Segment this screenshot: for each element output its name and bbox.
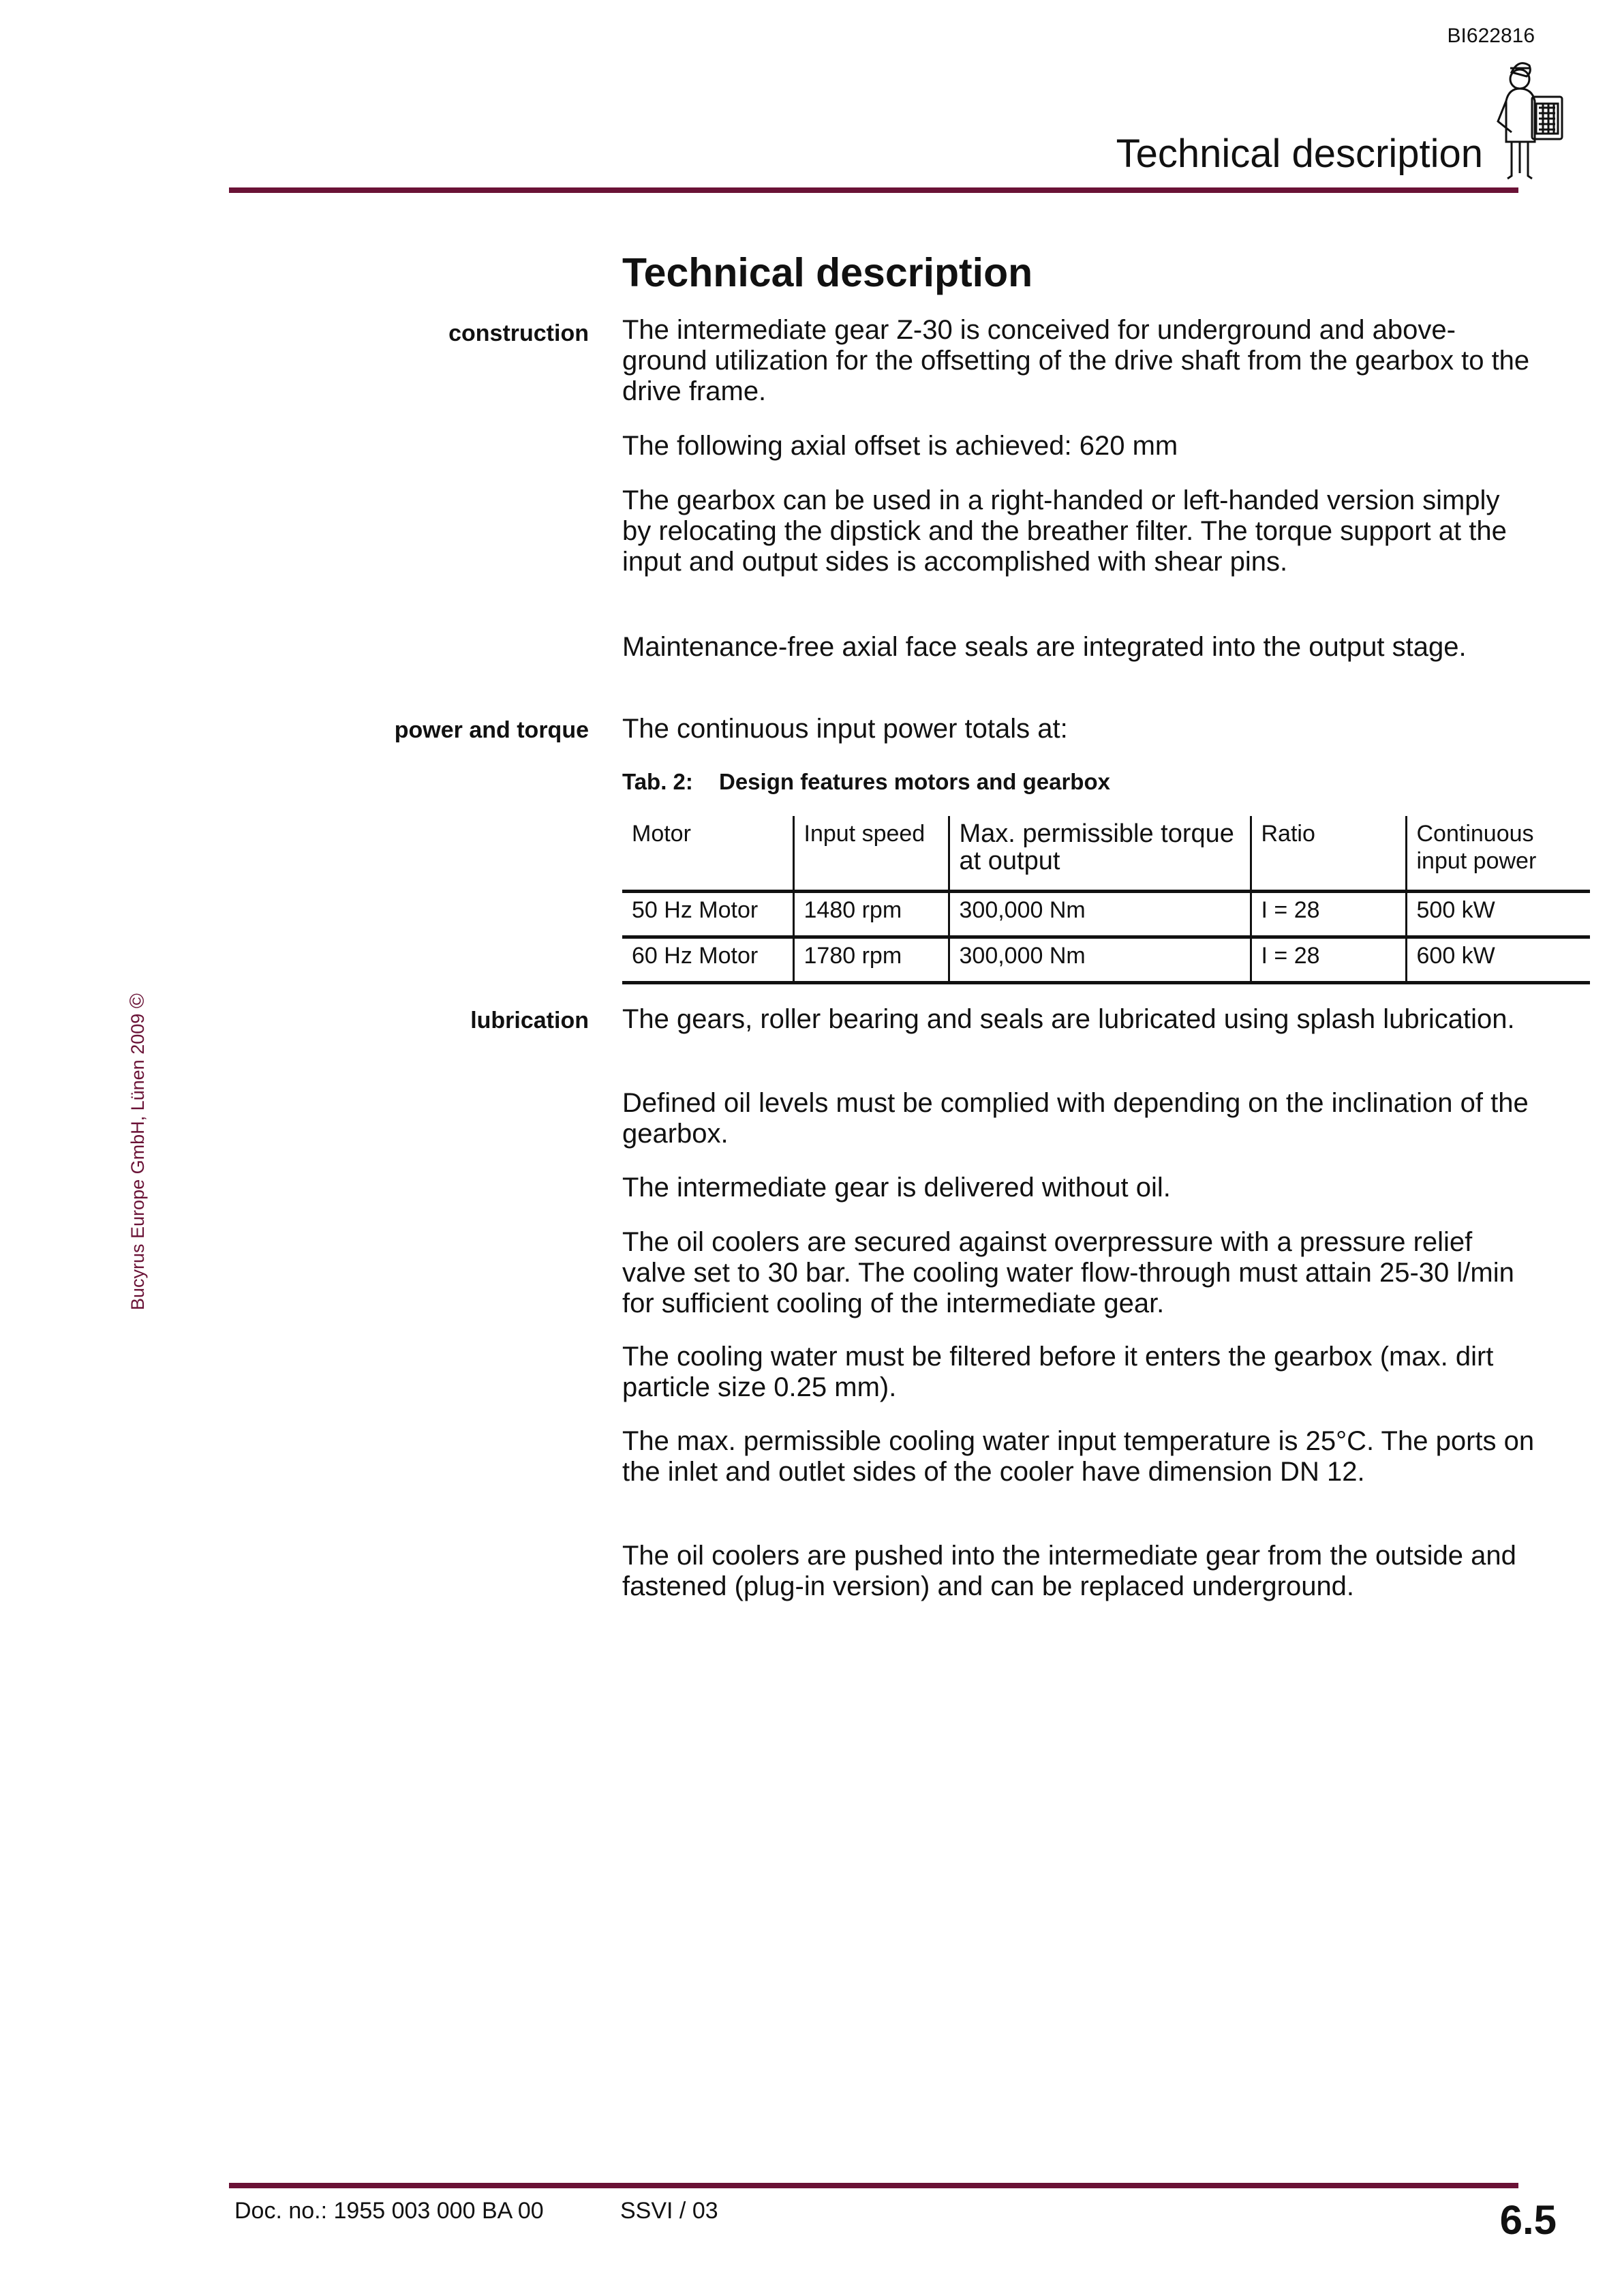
table-cell: 500 kW (1406, 892, 1590, 937)
header-rule (229, 187, 1518, 193)
table-header-cell: Continuous input power (1406, 816, 1590, 892)
table-header-cell: Input speed (793, 816, 949, 892)
table-header-cell: Motor (622, 816, 793, 892)
table-header-row (622, 816, 1590, 892)
section-title: Technical description (622, 250, 1033, 295)
table-caption-number: Tab. 2: (622, 769, 693, 794)
paragraph-cooling-water-filter: The cooling water must be filtered before it enters the gearbox (max. dirt particle size 0.25 mm). (622, 1342, 1494, 1402)
footer-version: SSVI / 03 (620, 2198, 718, 2224)
table-cell: 1480 rpm (793, 892, 949, 937)
paragraph-splash-lubrication: The gears, roller bearing and seals are lubricated using splash lubrication. (622, 1004, 1515, 1034)
design-features-table (622, 816, 1590, 984)
copyright-text: Bucyrus Europe GmbH, Lünen 2009 (127, 1013, 148, 1310)
table-caption-text: Design features motors and gearbox (719, 769, 1110, 794)
table-row (622, 937, 1590, 983)
copyright-notice (126, 993, 149, 1310)
margin-label-power-and-torque: power and torque (394, 717, 589, 743)
table-caption (622, 769, 1110, 795)
table-cell: 600 kW (1406, 937, 1590, 983)
table-cell: 1780 rpm (793, 937, 949, 983)
paragraph-oil-levels: Defined oil levels must be complied with depending on the inclination of the gearbox. (622, 1088, 1529, 1149)
table-cell: 300,000 Nm (949, 892, 1251, 937)
running-header-title: Technical description (1116, 132, 1483, 176)
paragraph-cooling-water-temperature: The max. permissible cooling water input temperature is 25°C. The ports on the inlet and outlet sides of the cooler have dimension DN 12. (622, 1426, 1535, 1487)
footer-document-number: Doc. no.: 1955 003 000 BA 00 (234, 2198, 544, 2224)
page-number: 6.5 (1499, 2197, 1557, 2243)
paragraph-face-seals: Maintenance-free axial face seals are integrated into the output stage. (622, 632, 1467, 662)
paragraph-delivered-without-oil: The intermediate gear is delivered without oil. (622, 1173, 1171, 1203)
table-row (622, 892, 1590, 937)
copyright-symbol: © (126, 993, 149, 1009)
table-cell: 50 Hz Motor (622, 892, 793, 937)
paragraph-oil-coolers-pressure: The oil coolers are secured against overpressure with a pressure relief valve set to 30 bar. The cooling water flow-through must attain 25-30 l/min for sufficient cooling of the intermediate gear. (622, 1227, 1514, 1318)
document-id: BI622816 (1447, 25, 1535, 47)
table-cell: I = 28 (1251, 937, 1406, 983)
table-cell: I = 28 (1251, 892, 1406, 937)
footer-rule (229, 2183, 1518, 2188)
table-header-cell: Ratio (1251, 816, 1406, 892)
paragraph-handedness: The gearbox can be used in a right-handed or left-handed version simply by relocating the dipstick and the breather filter. The torque support at the input and output sides is accomplished with shear pins. (622, 485, 1507, 577)
paragraph-axial-offset: The following axial offset is achieved: 620 mm (622, 431, 1178, 461)
paragraph-oil-coolers-plug-in: The oil coolers are pushed into the intermediate gear from the outside and fastened (plug-in version) and can be replaced underground. (622, 1541, 1516, 1601)
paragraph-construction-intro: The intermediate gear Z-30 is conceived for underground and above-ground utilization for the offsetting of the drive shaft from the gearbox to the drive frame. (622, 315, 1530, 406)
margin-label-lubrication: lubrication (470, 1008, 589, 1033)
margin-label-construction: construction (448, 320, 589, 346)
table-header-cell: Max. permissible torque at output (949, 816, 1251, 892)
paragraph-input-power: The continuous input power totals at: (622, 714, 1068, 744)
table-cell: 300,000 Nm (949, 937, 1251, 983)
table-cell: 60 Hz Motor (622, 937, 793, 983)
technician-with-clipboard-icon (1491, 53, 1573, 180)
